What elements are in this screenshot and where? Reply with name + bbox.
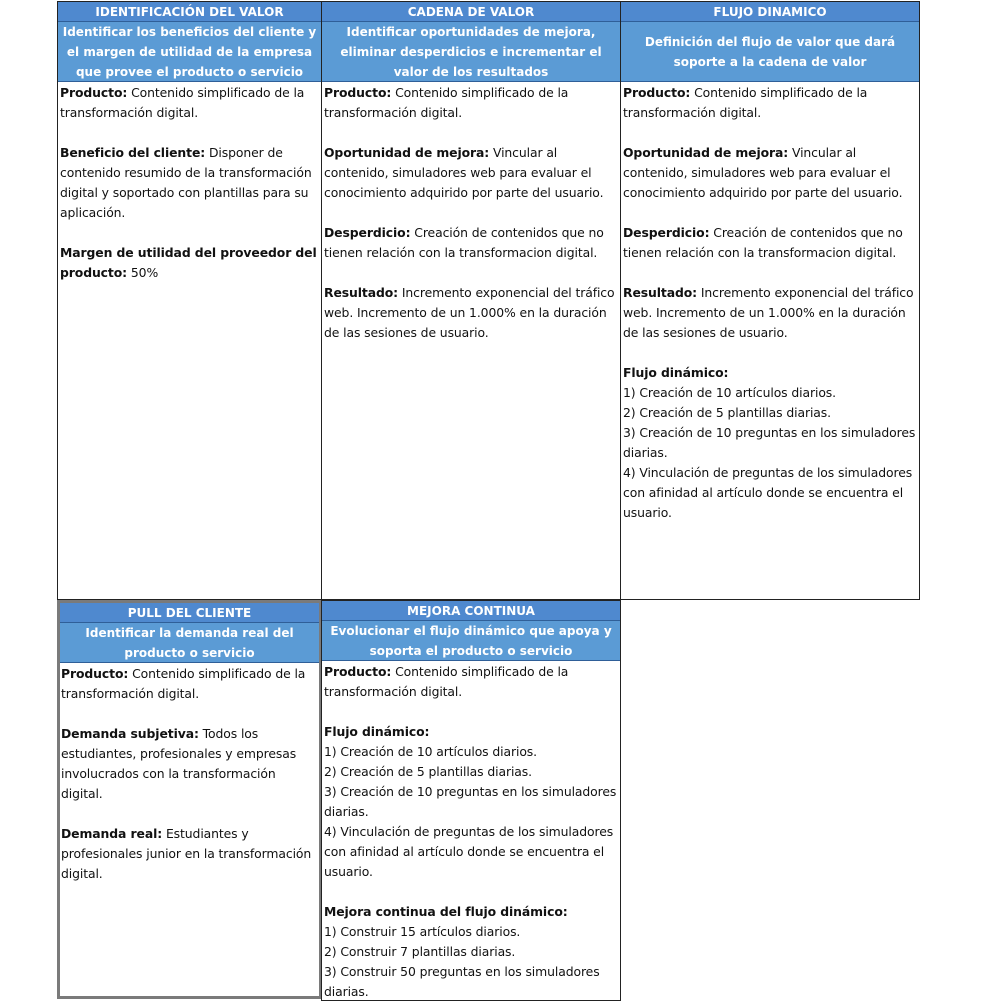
section-label: Producto: xyxy=(60,85,128,100)
section-text: Vincular al contenido, simuladores web para evaluar el conocimiento adquirido por parte del usuario. xyxy=(324,145,604,200)
card-section xyxy=(61,724,317,804)
list-item: 3) Creación de 10 preguntas en los simuladores diarias. xyxy=(324,784,617,819)
section-text: Contenido simplificado de la transformación digital. xyxy=(324,85,569,120)
section-text: Incremento exponencial del tráfico web. Incremento de un 1.000% en la duración de las sesiones de usuario. xyxy=(623,285,914,340)
section-label: Resultado: xyxy=(324,285,399,300)
section-label: Margen de utilidad del proveedor del producto: xyxy=(60,245,317,280)
card-subheader: Identificar la demanda real del producto o servicio xyxy=(60,623,319,663)
card-section xyxy=(324,283,618,343)
list-item: 2) Creación de 5 plantillas diarias. xyxy=(623,405,831,420)
card-section xyxy=(324,722,618,882)
card-body xyxy=(60,663,319,885)
section-text: Contenido simplificado de la transformación digital. xyxy=(324,664,569,699)
card-pull-del-cliente xyxy=(57,600,322,999)
list-item: 3) Construir 50 preguntas en los simuladores diarias. xyxy=(324,964,600,999)
card-section xyxy=(324,662,618,702)
card-section xyxy=(324,143,618,203)
card-section xyxy=(60,83,319,123)
card-section xyxy=(623,363,917,523)
list-item: 2) Construir 7 plantillas diarias. xyxy=(324,944,516,959)
card-section xyxy=(60,143,319,223)
section-text: Contenido simplificado de la transformación digital. xyxy=(623,85,868,120)
section-text: 50% xyxy=(130,265,159,280)
section-label: Producto: xyxy=(324,85,392,100)
section-text: Incremento exponencial del tráfico web. Incremento de un 1.000% en la duración de las sesiones de usuario. xyxy=(324,285,615,340)
card-mejora-continua xyxy=(321,600,621,1001)
card-header: MEJORA CONTINUA xyxy=(322,601,620,621)
section-label: Desperdicio: xyxy=(623,225,710,240)
card-section xyxy=(623,223,917,263)
section-text: Contenido simplificado de la transformación digital. xyxy=(60,85,305,120)
section-text: Disponer de contenido resumido de la transformación digital y soportado con plantillas para su aplicación. xyxy=(60,145,312,220)
card-section xyxy=(324,83,618,123)
list-item: 1) Creación de 10 artículos diarios. xyxy=(623,385,836,400)
list-item: 4) Vinculación de preguntas de los simuladores con afinidad al artículo donde se encuentra el usuario. xyxy=(324,824,614,879)
card-section xyxy=(623,283,917,343)
list-item: 3) Creación de 10 preguntas en los simuladores diarias. xyxy=(623,425,916,460)
section-label: Flujo dinámico: xyxy=(324,724,430,739)
card-body xyxy=(322,661,620,1003)
section-label: Flujo dinámico: xyxy=(623,365,729,380)
list-item: 4) Vinculación de preguntas de los simuladores con afinidad al artículo donde se encuentra el usuario. xyxy=(623,465,913,520)
card-subheader: Definición del flujo de valor que dará soporte a la cadena de valor xyxy=(621,22,919,82)
card-header: PULL DEL CLIENTE xyxy=(60,603,319,623)
list-item: 1) Creación de 10 artículos diarios. xyxy=(324,744,537,759)
card-header: IDENTIFICACIÓN DEL VALOR xyxy=(58,2,321,22)
section-label: Producto: xyxy=(61,666,129,681)
section-label: Oportunidad de mejora: xyxy=(623,145,789,160)
section-label: Producto: xyxy=(324,664,392,679)
section-text: Contenido simplificado de la transformación digital. xyxy=(61,666,306,701)
section-text: Vincular al contenido, simuladores web para evaluar el conocimiento adquirido por parte del usuario. xyxy=(623,145,903,200)
section-label: Resultado: xyxy=(623,285,698,300)
card-header: CADENA DE VALOR xyxy=(322,2,620,22)
card-body xyxy=(322,82,620,344)
card-subheader: Identificar los beneficios del cliente y el margen de utilidad de la empresa que provee el producto o servicio xyxy=(58,22,321,82)
list-item: 2) Creación de 5 plantillas diarias. xyxy=(324,764,532,779)
section-text: Todos los estudiantes, profesionales y empresas involucrados con la transformación digital. xyxy=(61,726,297,801)
card-section xyxy=(324,902,618,1002)
list-item: 1) Construir 15 artículos diarios. xyxy=(324,924,521,939)
card-section xyxy=(61,824,317,884)
card-subheader: Identificar oportunidades de mejora, eliminar desperdicios e incrementar el valor de los resultados xyxy=(322,22,620,82)
card-identificacion-del-valor xyxy=(57,1,322,600)
section-label: Oportunidad de mejora: xyxy=(324,145,490,160)
section-text: Creación de contenidos que no tienen relación con la transformacion digital. xyxy=(324,225,604,260)
card-section xyxy=(61,664,317,704)
section-label: Desperdicio: xyxy=(324,225,411,240)
card-section xyxy=(324,223,618,263)
card-section xyxy=(60,243,319,283)
card-subheader: Evolucionar el flujo dinámico que apoya y soporta el producto o servicio xyxy=(322,621,620,661)
section-text: Creación de contenidos que no tienen relación con la transformacion digital. xyxy=(623,225,903,260)
card-cadena-de-valor xyxy=(321,1,621,600)
section-text: Estudiantes y profesionales junior en la transformación digital. xyxy=(61,826,312,881)
card-body xyxy=(58,82,321,284)
section-label: Producto: xyxy=(623,85,691,100)
card-section xyxy=(623,143,917,203)
section-label: Demanda subjetiva: xyxy=(61,726,199,741)
card-section xyxy=(623,83,917,123)
card-body xyxy=(621,82,919,524)
card-header: FLUJO DINAMICO xyxy=(621,2,919,22)
section-label: Mejora continua del flujo dinámico: xyxy=(324,904,568,919)
card-flujo-dinamico xyxy=(620,1,920,600)
section-label: Beneficio del cliente: xyxy=(60,145,206,160)
section-label: Demanda real: xyxy=(61,826,163,841)
